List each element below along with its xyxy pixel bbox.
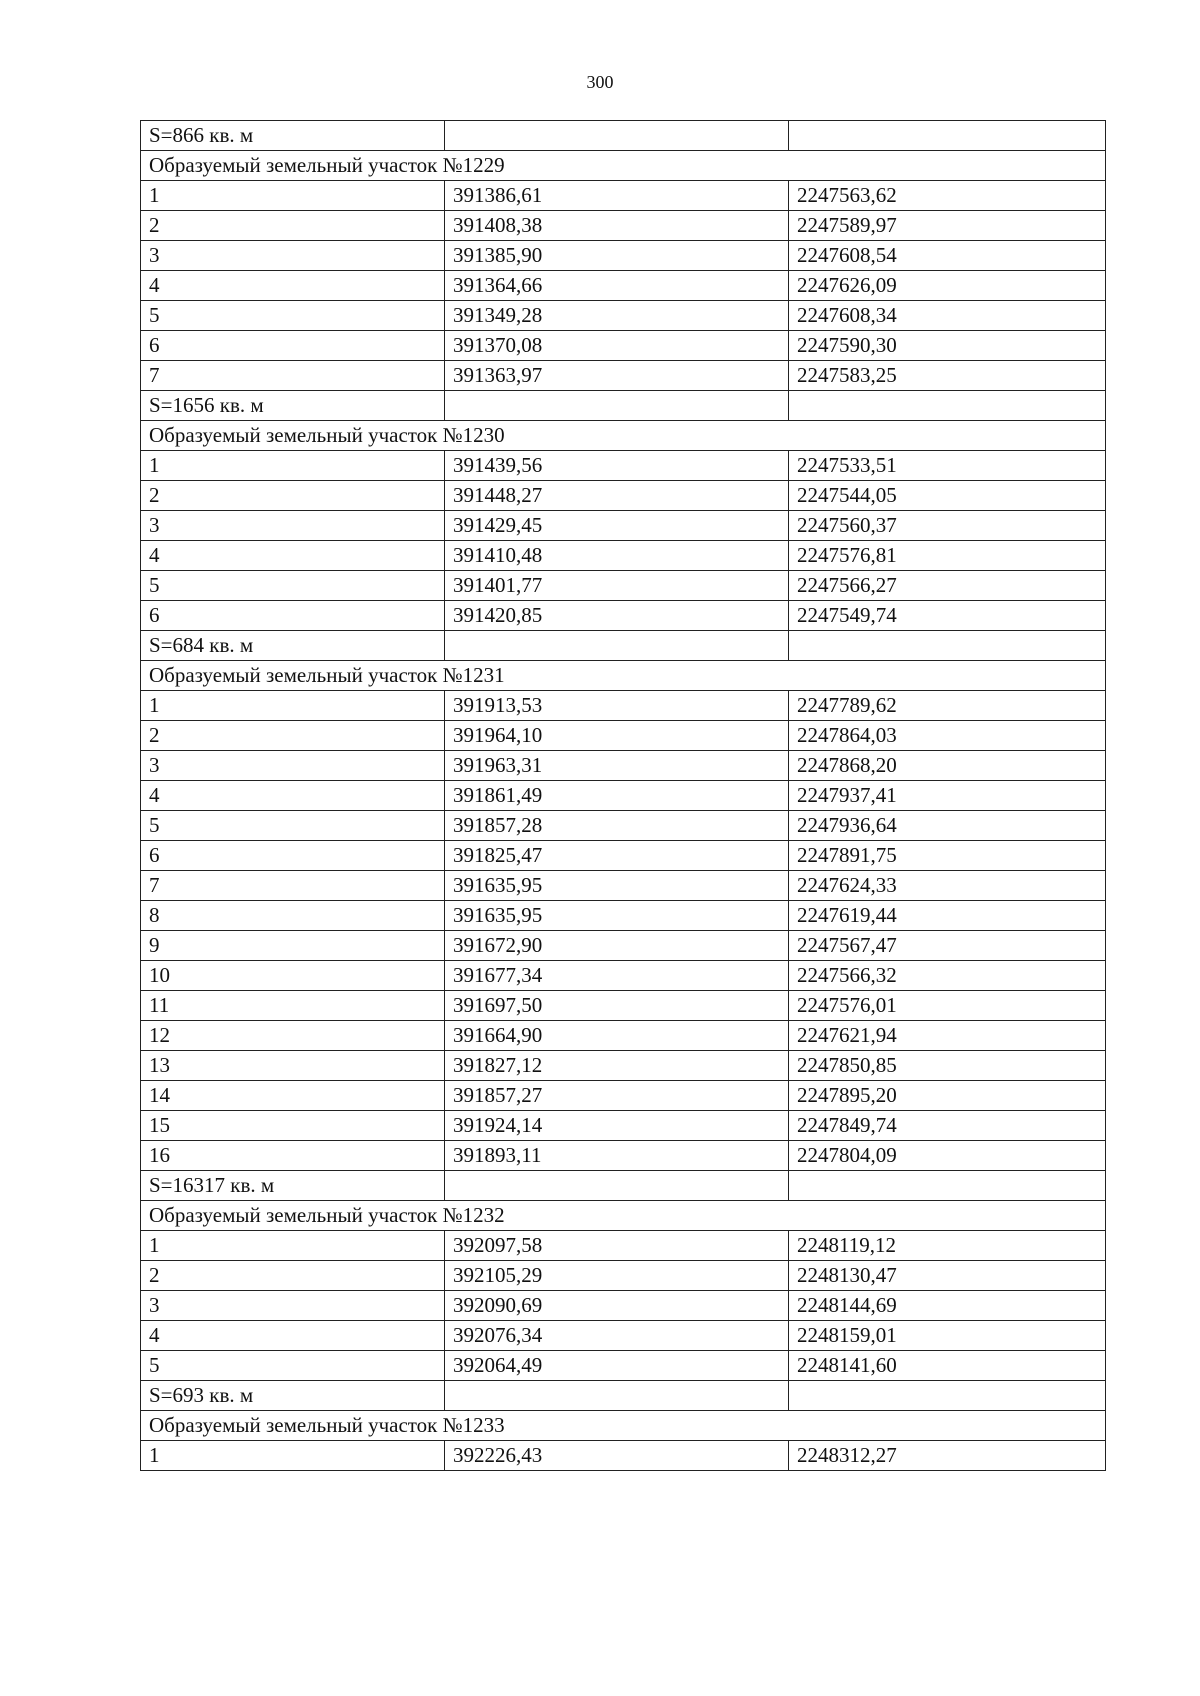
y-coordinate: 2247608,54: [789, 241, 1106, 271]
point-number: 5: [141, 571, 445, 601]
x-coordinate: 391857,27: [445, 1081, 789, 1111]
area-value: S=684 кв. м: [141, 631, 445, 661]
point-number: 2: [141, 1261, 445, 1291]
x-coordinate: 391697,50: [445, 991, 789, 1021]
point-row: [141, 841, 1106, 871]
x-coordinate: 391677,34: [445, 961, 789, 991]
point-number: 7: [141, 361, 445, 391]
point-number: 4: [141, 271, 445, 301]
y-coordinate: 2247566,27: [789, 571, 1106, 601]
point-number: 14: [141, 1081, 445, 1111]
y-coordinate: 2247936,64: [789, 811, 1106, 841]
y-coordinate: 2247868,20: [789, 751, 1106, 781]
point-row: [141, 811, 1106, 841]
y-coordinate: 2247563,62: [789, 181, 1106, 211]
x-coordinate: 391963,31: [445, 751, 789, 781]
x-coordinate: 391635,95: [445, 901, 789, 931]
area-row: [141, 1381, 1106, 1411]
x-coordinate: 391420,85: [445, 601, 789, 631]
point-number: 15: [141, 1111, 445, 1141]
point-row: [141, 931, 1106, 961]
point-number: 6: [141, 331, 445, 361]
point-row: [141, 901, 1106, 931]
x-coordinate: 391825,47: [445, 841, 789, 871]
x-coordinate: 391827,12: [445, 1051, 789, 1081]
x-coordinate: 391672,90: [445, 931, 789, 961]
point-number: 6: [141, 601, 445, 631]
area-row: [141, 631, 1106, 661]
y-coordinate: 2247608,34: [789, 301, 1106, 331]
point-number: 3: [141, 241, 445, 271]
x-coordinate: 392097,58: [445, 1231, 789, 1261]
point-number: 1: [141, 1231, 445, 1261]
y-coordinate: 2247533,51: [789, 451, 1106, 481]
point-row: [141, 361, 1106, 391]
point-number: 5: [141, 811, 445, 841]
point-row: [141, 1081, 1106, 1111]
y-coordinate: 2248312,27: [789, 1441, 1106, 1471]
y-coordinate: 2247937,41: [789, 781, 1106, 811]
point-number: 1: [141, 691, 445, 721]
point-row: [141, 481, 1106, 511]
y-coordinate: 2247789,62: [789, 691, 1106, 721]
y-coordinate: 2247864,03: [789, 721, 1106, 751]
x-coordinate: 391429,45: [445, 511, 789, 541]
y-coordinate: 2248144,69: [789, 1291, 1106, 1321]
x-coordinate: 391408,38: [445, 211, 789, 241]
point-row: [141, 1051, 1106, 1081]
y-coordinate: 2247549,74: [789, 601, 1106, 631]
area-value: S=1656 кв. м: [141, 391, 445, 421]
y-coordinate: 2247590,30: [789, 331, 1106, 361]
empty-cell: [789, 121, 1106, 151]
plot-title-row: [141, 661, 1106, 691]
point-number: 4: [141, 1321, 445, 1351]
point-row: [141, 1441, 1106, 1471]
empty-cell: [445, 1381, 789, 1411]
point-row: [141, 1231, 1106, 1261]
y-coordinate: 2247621,94: [789, 1021, 1106, 1051]
point-row: [141, 1321, 1106, 1351]
x-coordinate: 391448,27: [445, 481, 789, 511]
area-value: S=693 кв. м: [141, 1381, 445, 1411]
point-number: 5: [141, 301, 445, 331]
y-coordinate: 2248159,01: [789, 1321, 1106, 1351]
point-row: [141, 1351, 1106, 1381]
point-number: 11: [141, 991, 445, 1021]
plot-title-row: [141, 421, 1106, 451]
x-coordinate: 391857,28: [445, 811, 789, 841]
x-coordinate: 391635,95: [445, 871, 789, 901]
y-coordinate: 2247567,47: [789, 931, 1106, 961]
x-coordinate: 392090,69: [445, 1291, 789, 1321]
area-row: [141, 1171, 1106, 1201]
y-coordinate: 2247583,25: [789, 361, 1106, 391]
x-coordinate: 391386,61: [445, 181, 789, 211]
point-row: [141, 991, 1106, 1021]
x-coordinate: 391924,14: [445, 1111, 789, 1141]
empty-cell: [445, 1171, 789, 1201]
point-number: 10: [141, 961, 445, 991]
point-row: [141, 691, 1106, 721]
point-number: 16: [141, 1141, 445, 1171]
y-coordinate: 2247576,81: [789, 541, 1106, 571]
point-number: 2: [141, 211, 445, 241]
point-row: [141, 541, 1106, 571]
y-coordinate: 2247566,32: [789, 961, 1106, 991]
point-row: [141, 601, 1106, 631]
point-row: [141, 1261, 1106, 1291]
point-row: [141, 1021, 1106, 1051]
area-row: [141, 391, 1106, 421]
x-coordinate: 391964,10: [445, 721, 789, 751]
empty-cell: [789, 1171, 1106, 1201]
point-row: [141, 961, 1106, 991]
page-number: 300: [586, 72, 614, 92]
plot-title: Образуемый земельный участок №1230: [141, 421, 1106, 451]
x-coordinate: 392076,34: [445, 1321, 789, 1351]
plot-title-row: [141, 1411, 1106, 1441]
point-number: 12: [141, 1021, 445, 1051]
x-coordinate: 391401,77: [445, 571, 789, 601]
x-coordinate: 391913,53: [445, 691, 789, 721]
y-coordinate: 2247804,09: [789, 1141, 1106, 1171]
x-coordinate: 391363,97: [445, 361, 789, 391]
point-row: [141, 871, 1106, 901]
y-coordinate: 2247560,37: [789, 511, 1106, 541]
point-row: [141, 781, 1106, 811]
point-number: 2: [141, 721, 445, 751]
area-value: S=866 кв. м: [141, 121, 445, 151]
x-coordinate: 391664,90: [445, 1021, 789, 1051]
point-row: [141, 1141, 1106, 1171]
point-number: 3: [141, 751, 445, 781]
point-row: [141, 451, 1106, 481]
y-coordinate: 2247626,09: [789, 271, 1106, 301]
plot-title: Образуемый земельный участок №1229: [141, 151, 1106, 181]
x-coordinate: 391439,56: [445, 451, 789, 481]
plot-title-row: [141, 151, 1106, 181]
point-row: [141, 331, 1106, 361]
y-coordinate: 2248119,12: [789, 1231, 1106, 1261]
point-number: 1: [141, 181, 445, 211]
y-coordinate: 2247849,74: [789, 1111, 1106, 1141]
point-number: 5: [141, 1351, 445, 1381]
y-coordinate: 2247589,97: [789, 211, 1106, 241]
y-coordinate: 2247624,33: [789, 871, 1106, 901]
point-row: [141, 1111, 1106, 1141]
point-row: [141, 271, 1106, 301]
plot-title-row: [141, 1201, 1106, 1231]
plot-title: Образуемый земельный участок №1232: [141, 1201, 1106, 1231]
point-row: [141, 511, 1106, 541]
point-row: [141, 721, 1106, 751]
y-coordinate: 2247891,75: [789, 841, 1106, 871]
area-row: [141, 121, 1106, 151]
x-coordinate: 391893,11: [445, 1141, 789, 1171]
x-coordinate: 392105,29: [445, 1261, 789, 1291]
x-coordinate: 391861,49: [445, 781, 789, 811]
x-coordinate: 391364,66: [445, 271, 789, 301]
x-coordinate: 392226,43: [445, 1441, 789, 1471]
point-number: 3: [141, 511, 445, 541]
x-coordinate: 391370,08: [445, 331, 789, 361]
y-coordinate: 2247895,20: [789, 1081, 1106, 1111]
empty-cell: [445, 631, 789, 661]
empty-cell: [789, 391, 1106, 421]
x-coordinate: 391410,48: [445, 541, 789, 571]
point-row: [141, 211, 1106, 241]
point-number: 1: [141, 451, 445, 481]
point-row: [141, 571, 1106, 601]
point-number: 4: [141, 781, 445, 811]
point-row: [141, 301, 1106, 331]
plot-title: Образуемый земельный участок №1233: [141, 1411, 1106, 1441]
empty-cell: [445, 391, 789, 421]
point-number: 8: [141, 901, 445, 931]
point-number: 3: [141, 1291, 445, 1321]
empty-cell: [789, 631, 1106, 661]
y-coordinate: 2247850,85: [789, 1051, 1106, 1081]
x-coordinate: 392064,49: [445, 1351, 789, 1381]
empty-cell: [789, 1381, 1106, 1411]
y-coordinate: 2247576,01: [789, 991, 1106, 1021]
y-coordinate: 2247544,05: [789, 481, 1106, 511]
point-row: [141, 1291, 1106, 1321]
point-number: 6: [141, 841, 445, 871]
point-row: [141, 181, 1106, 211]
plot-title: Образуемый земельный участок №1231: [141, 661, 1106, 691]
coordinates-table-body: [141, 121, 1106, 1471]
y-coordinate: 2248130,47: [789, 1261, 1106, 1291]
point-number: 9: [141, 931, 445, 961]
point-number: 4: [141, 541, 445, 571]
point-number: 2: [141, 481, 445, 511]
area-value: S=16317 кв. м: [141, 1171, 445, 1201]
point-row: [141, 241, 1106, 271]
y-coordinate: 2248141,60: [789, 1351, 1106, 1381]
point-number: 7: [141, 871, 445, 901]
x-coordinate: 391349,28: [445, 301, 789, 331]
coordinates-table: [140, 120, 1106, 1471]
point-number: 13: [141, 1051, 445, 1081]
x-coordinate: 391385,90: [445, 241, 789, 271]
empty-cell: [445, 121, 789, 151]
point-number: 1: [141, 1441, 445, 1471]
point-row: [141, 751, 1106, 781]
y-coordinate: 2247619,44: [789, 901, 1106, 931]
